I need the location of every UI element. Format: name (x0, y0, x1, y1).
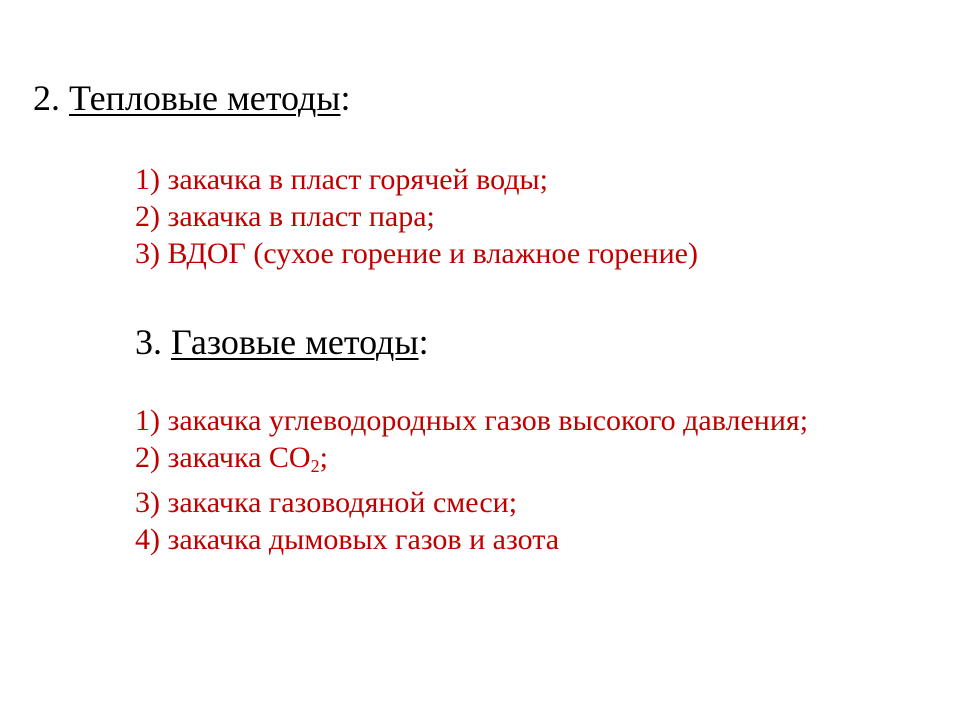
gas-item-flue-nitrogen: 4) закачка дымовых газов и азота (135, 523, 560, 556)
thermal-methods-title: Тепловые методы (69, 78, 341, 118)
gas-methods-title: Газовые методы (171, 322, 419, 362)
gas-item-co2 (135, 441, 328, 475)
thermal-item-hot-water: 1) закачка в пласт горячей воды; (135, 163, 549, 196)
gas-item-co2-prefix: 2) закачка CO (135, 441, 311, 474)
gas-methods-number: 3. (135, 322, 171, 362)
thermal-item-combustion: 3) ВДОГ (сухое горение и влажное горение) (135, 237, 698, 270)
gas-methods-heading (135, 322, 429, 362)
gas-item-co2-suffix: ; (319, 441, 328, 474)
gas-methods-colon: : (418, 322, 429, 362)
gas-item-co2-subscript: 2 (310, 456, 320, 476)
thermal-item-steam: 2) закачка в пласт пара; (135, 200, 435, 233)
gas-item-hydrocarbon: 1) закачка углеводородных газов высокого давления; (135, 404, 809, 437)
thermal-methods-heading (33, 78, 351, 118)
thermal-methods-number: 2. (33, 78, 69, 118)
gas-item-water-gas-mix: 3) закачка газоводяной смеси; (135, 486, 518, 519)
thermal-methods-colon: : (340, 78, 351, 118)
